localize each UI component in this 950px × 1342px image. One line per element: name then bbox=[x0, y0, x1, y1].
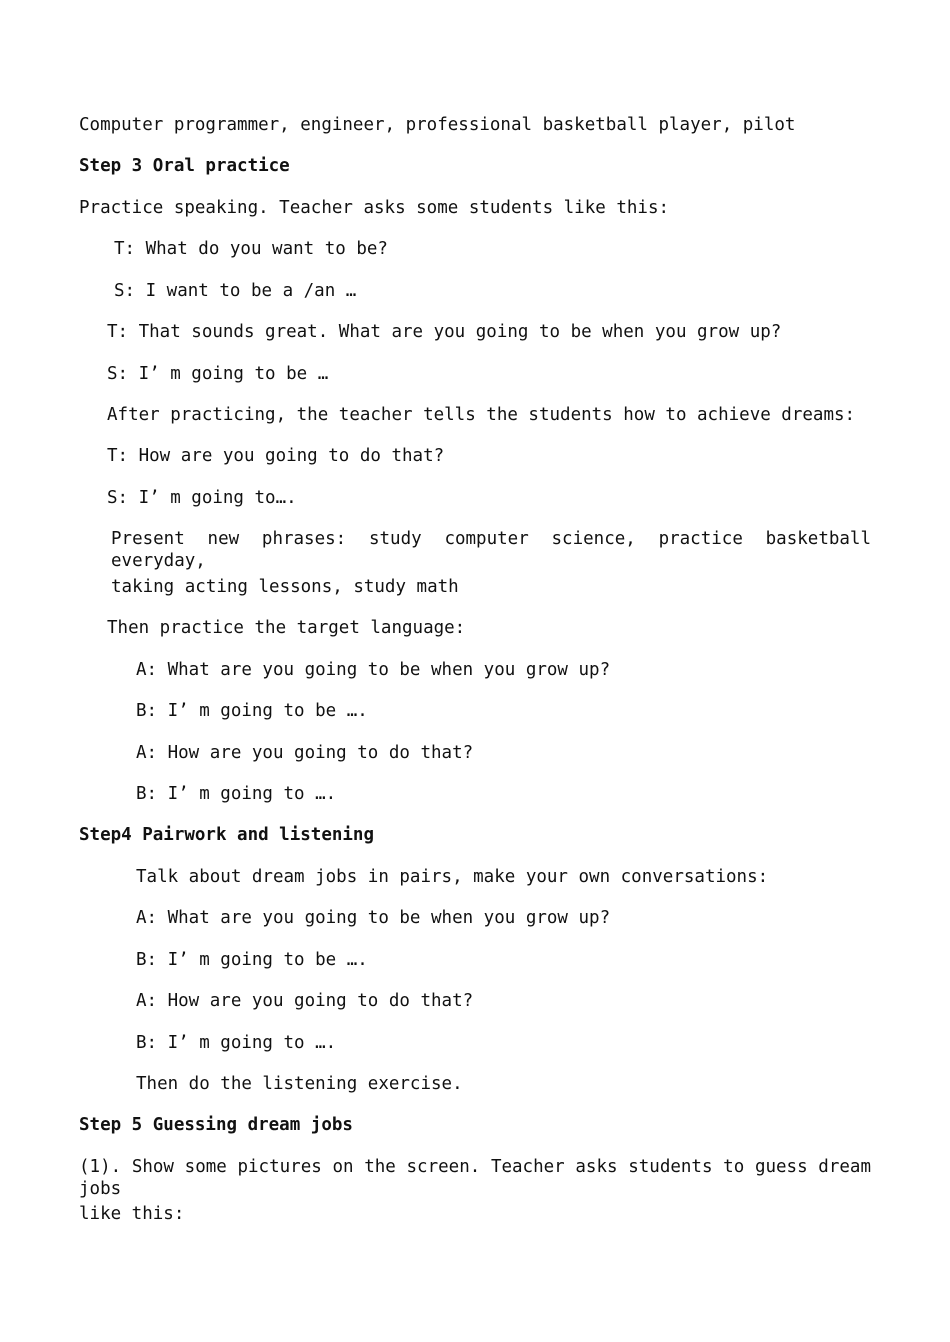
dialogue-line: T: That sounds great. What are you going to be when you grow up? bbox=[107, 322, 782, 342]
step5-instruction: (1). Show some pictures on the screen. Teacher asks students to guess dream jobs bbox=[79, 1157, 871, 1199]
dialogue-line: S: I’ m going to…. bbox=[107, 488, 297, 508]
dialogue-line: B: I’ m going to be …. bbox=[136, 701, 368, 721]
dialogue-line: A: How are you going to do that? bbox=[136, 743, 474, 763]
dialogue-line: T: How are you going to do that? bbox=[107, 446, 445, 466]
dialogue-line: T: What do you want to be? bbox=[114, 239, 388, 259]
dialogue-line: B: I’ m going to …. bbox=[136, 784, 337, 804]
dialogue-line: S: I want to be a /an … bbox=[114, 281, 357, 301]
phrases-line: Present new phrases: study computer science, practice basketball everyday, bbox=[111, 529, 871, 571]
job-list-line: Computer programmer, engineer, professional basketball player, pilot bbox=[79, 115, 796, 135]
dialogue-line: B: I’ m going to …. bbox=[136, 1033, 337, 1053]
instruction-line: After practicing, the teacher tells the students how to achieve dreams: bbox=[107, 405, 856, 425]
step5-heading: Step 5 Guessing dream jobs bbox=[79, 1115, 353, 1135]
dialogue-line: A: What are you going to be when you grow up? bbox=[136, 660, 611, 680]
dialogue-line: A: How are you going to do that? bbox=[136, 991, 474, 1011]
dialogue-line: A: What are you going to be when you grow up? bbox=[136, 908, 611, 928]
dialogue-line: B: I’ m going to be …. bbox=[136, 950, 368, 970]
dialogue-line: S: I’ m going to be … bbox=[107, 364, 329, 384]
instruction-line: Then practice the target language: bbox=[107, 618, 466, 638]
step3-heading: Step 3 Oral practice bbox=[79, 156, 290, 176]
step4-heading: Step4 Pairwork and listening bbox=[79, 825, 375, 845]
practice-intro: Practice speaking. Teacher asks some students like this: bbox=[79, 198, 670, 218]
instruction-line: Talk about dream jobs in pairs, make your own conversations: bbox=[136, 867, 769, 887]
phrases-line-continued: taking acting lessons, study math bbox=[111, 577, 459, 597]
instruction-line: Then do the listening exercise. bbox=[136, 1074, 463, 1094]
step5-instruction-continued: like this: bbox=[79, 1204, 185, 1224]
